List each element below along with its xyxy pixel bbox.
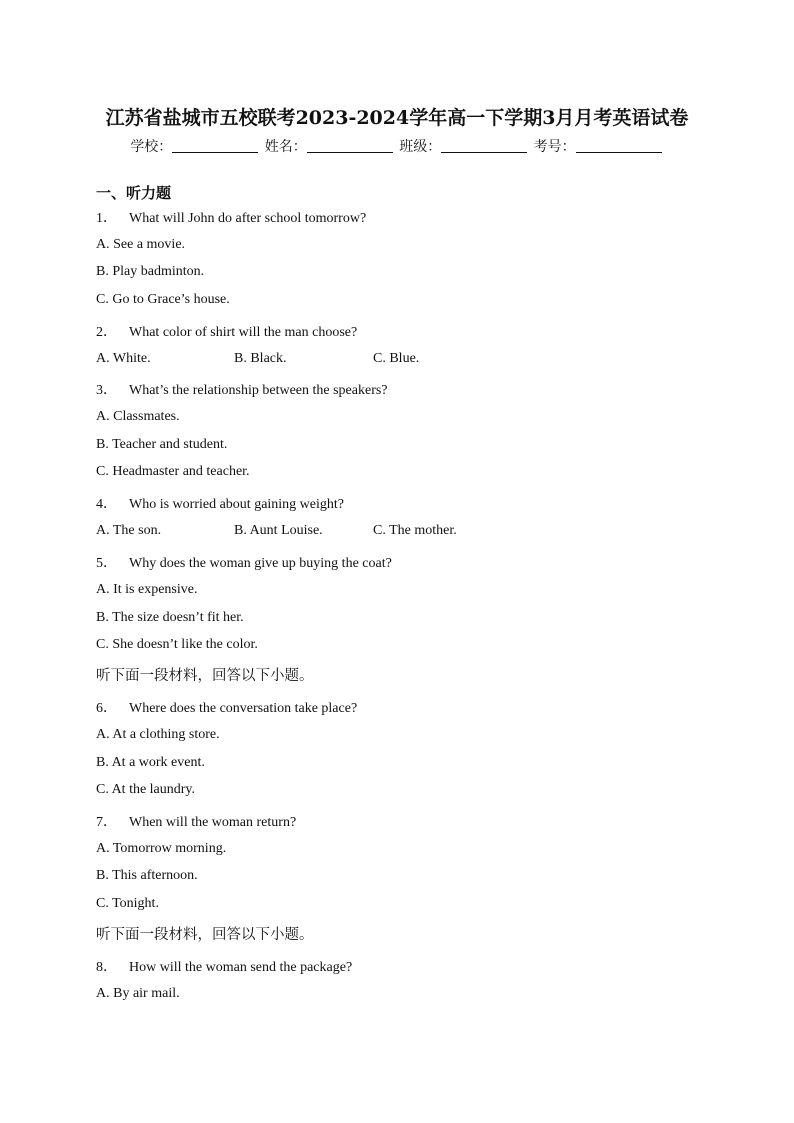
option-6a: A. At a clothing store.: [96, 727, 220, 742]
question-number: 4．: [96, 497, 117, 512]
question-number: 2．: [96, 325, 117, 340]
question-6: [96, 697, 357, 717]
question-text: What color of shirt will the man choose?: [129, 325, 358, 340]
question-1: [96, 207, 366, 227]
option-1b: B. Play badminton.: [96, 264, 205, 279]
name-label: 姓名：: [264, 139, 307, 155]
option-1a: A. See a movie.: [96, 237, 186, 252]
listening-note: 听下面一段材料，回答以下小题。: [96, 668, 314, 684]
question-5: [96, 552, 392, 572]
question-number: 5．: [96, 556, 117, 571]
question-text: Why does the woman give up buying the coat?: [129, 556, 392, 571]
section-title: 一、听力题: [96, 184, 172, 202]
option-2c: C. Blue.: [373, 351, 420, 366]
option-5a: A. It is expensive.: [96, 582, 198, 597]
option-4b: B. Aunt Louise.: [234, 523, 323, 538]
option-2b: B. Black.: [234, 351, 287, 366]
question-text: How will the woman send the package?: [129, 960, 353, 975]
class-blank[interactable]: [441, 138, 527, 153]
exam-number-blank[interactable]: [576, 138, 662, 153]
option-7c: C. Tonight.: [96, 896, 159, 911]
option-7b: B. This afternoon.: [96, 868, 198, 883]
question-2: [96, 321, 357, 341]
option-3c: C. Headmaster and teacher.: [96, 464, 250, 479]
option-4c: C. The mother.: [373, 523, 457, 538]
school-label: 学校：: [130, 139, 173, 155]
question-text: When will the woman return?: [129, 815, 297, 830]
name-blank[interactable]: [307, 138, 393, 153]
school-blank[interactable]: [172, 138, 258, 153]
student-info-line: [0, 136, 794, 156]
option-6c: C. At the laundry.: [96, 782, 196, 797]
option-3a: A. Classmates.: [96, 409, 180, 424]
option-5b: B. The size doesn’t fit her.: [96, 610, 244, 625]
question-number: 6．: [96, 701, 117, 716]
option-3b: B. Teacher and student.: [96, 437, 228, 452]
exam-title: 江苏省盐城市五校联考2023-2024学年高一下学期3月月考英语试卷: [105, 107, 689, 129]
option-7a: A. Tomorrow morning.: [96, 841, 227, 856]
listening-note: 听下面一段材料，回答以下小题。: [96, 927, 314, 943]
question-7: [96, 811, 296, 831]
question-4: [96, 493, 344, 513]
question-number: 8．: [96, 960, 117, 975]
option-4a: A. The son.: [96, 523, 162, 538]
question-text: What’s the relationship between the speakers?: [129, 383, 388, 398]
question-3: [96, 379, 388, 399]
option-2a: A. White.: [96, 351, 151, 366]
option-1c: C. Go to Grace’s house.: [96, 292, 230, 307]
question-number: 3．: [96, 383, 117, 398]
option-6b: B. At a work event.: [96, 755, 205, 770]
question-text: What will John do after school tomorrow?: [129, 211, 367, 226]
question-number: 1．: [96, 211, 117, 226]
class-label: 班级：: [399, 139, 442, 155]
question-8: [96, 956, 352, 976]
exam-number-label: 考号：: [533, 139, 576, 155]
option-8a: A. By air mail.: [96, 986, 180, 1001]
question-number: 7．: [96, 815, 117, 830]
question-text: Where does the conversation take place?: [129, 701, 358, 716]
question-text: Who is worried about gaining weight?: [129, 497, 345, 512]
option-5c: C. She doesn’t like the color.: [96, 637, 258, 652]
